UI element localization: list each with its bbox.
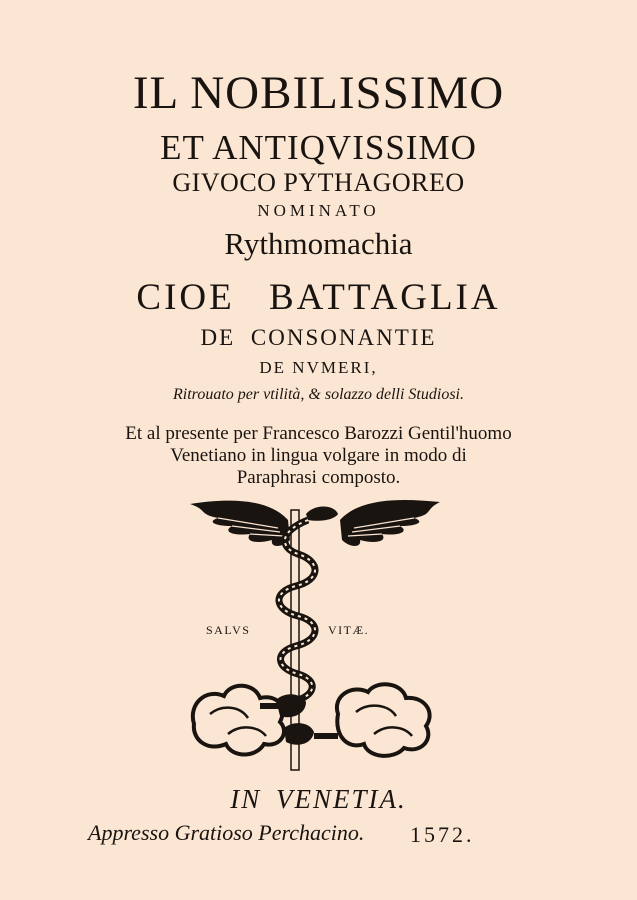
imprint-year: 1572. bbox=[410, 822, 475, 847]
author-line-2: Venetiano in lingua volgare in modo di bbox=[170, 445, 467, 466]
author-line-3: Paraphrasi composto. bbox=[236, 467, 401, 488]
title-line-8: DE NVMERI, bbox=[259, 358, 378, 377]
motto-right: VITÆ. bbox=[328, 623, 370, 637]
imprint-printer: Appresso Gratioso Perchacino. bbox=[88, 820, 365, 845]
imprint-place: IN VENETIA. bbox=[230, 784, 407, 814]
motto-left: SALVS bbox=[206, 623, 251, 637]
subtitle: Ritrouato per vtilità, & solazzo delli Studiosi. bbox=[173, 386, 464, 403]
title-line-5: Rythmomachia bbox=[224, 226, 413, 261]
title-line-7: DE CONSONANTIE bbox=[200, 325, 437, 350]
author-line-1: Et al presente per Francesco Barozzi Gentil'huomo bbox=[125, 423, 512, 444]
title-line-6: CIOE BATTAGLIA bbox=[136, 277, 501, 318]
title-line-2: ET ANTIQVISSIMO bbox=[160, 128, 477, 167]
title-line-1: IL NOBILISSIMO bbox=[132, 67, 505, 119]
title-line-3: GIVOCO PYTHAGOREO bbox=[172, 168, 465, 197]
title-line-4: NOMINATO bbox=[257, 201, 380, 220]
